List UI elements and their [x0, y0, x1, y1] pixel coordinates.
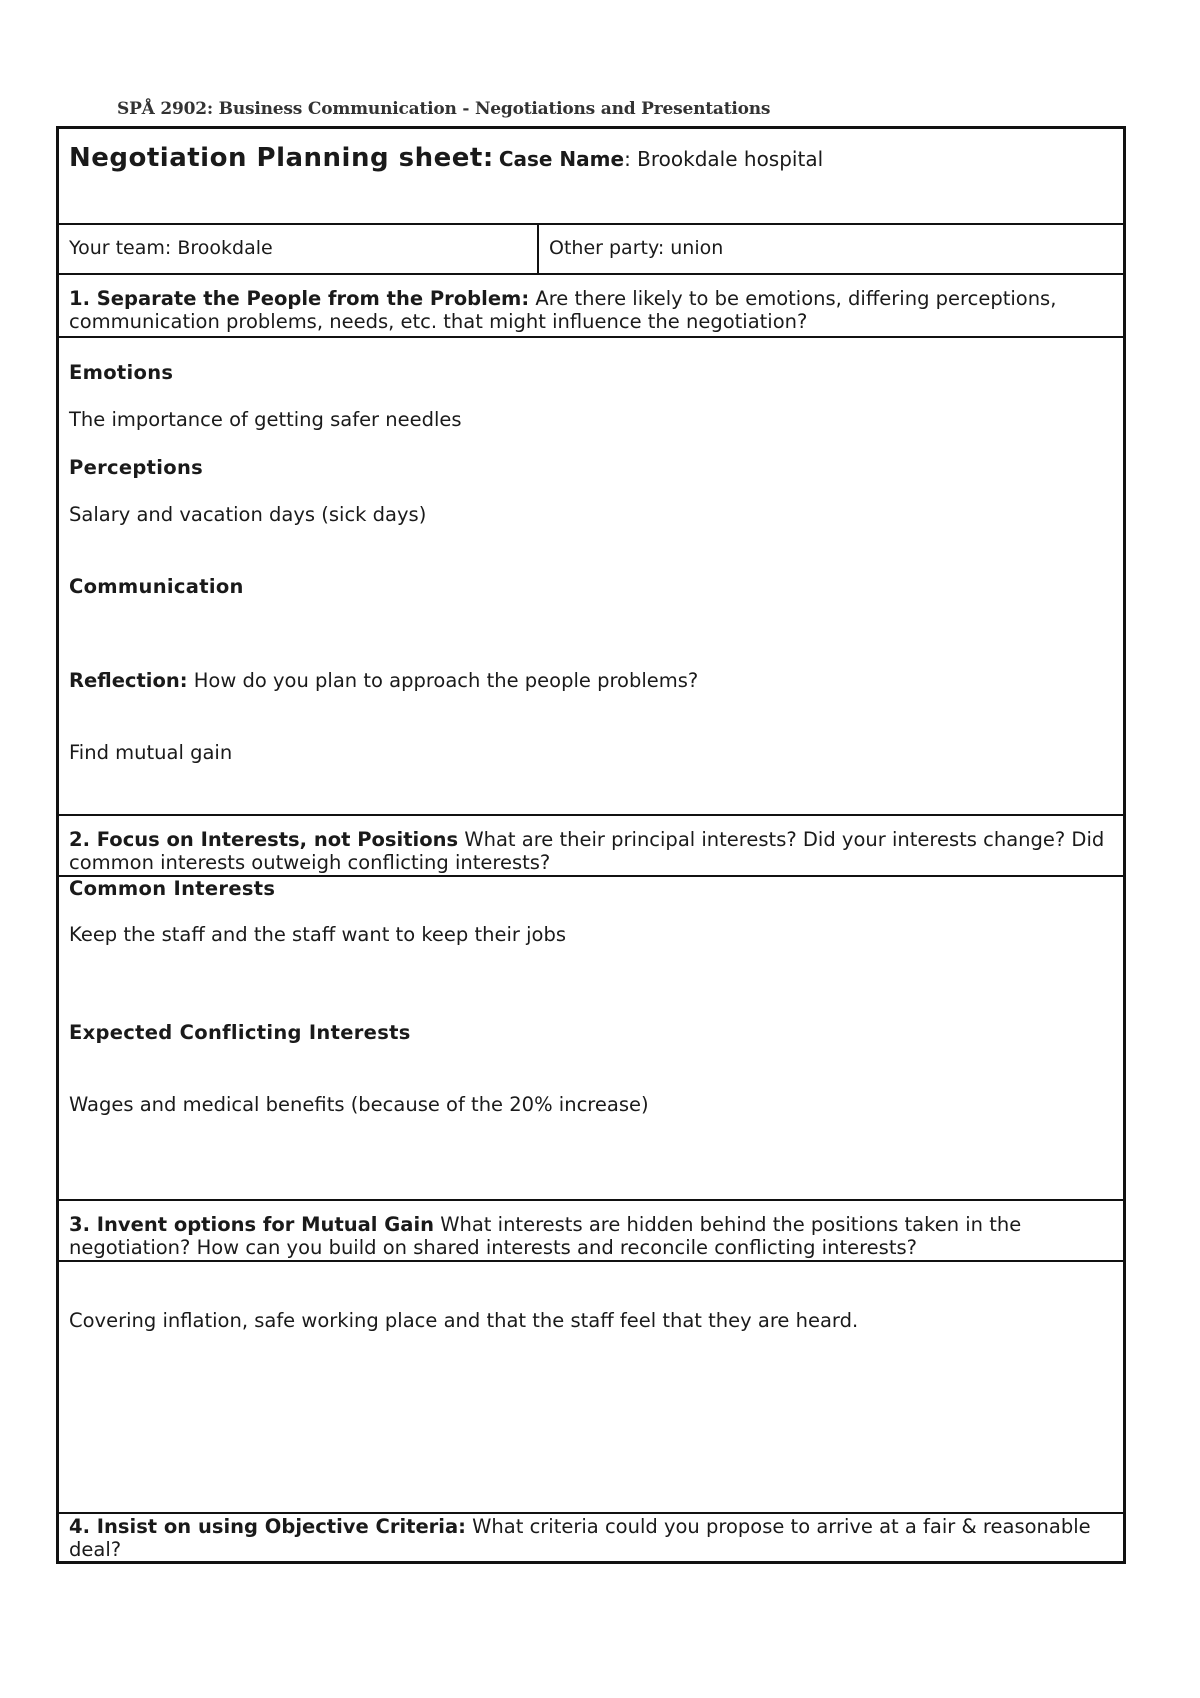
perceptions-text: Salary and vacation days (sick days) — [69, 503, 427, 526]
section1-question: Are there likely to be emotions, differing perceptions, communication problems, needs, etc. that might influence the negotiation? — [69, 287, 1057, 333]
reflection-question: How do you plan to approach the people problems? — [187, 669, 699, 692]
section4-question-row — [59, 1514, 1123, 1561]
conflicting-interests-label: Expected Conflicting Interests — [69, 1021, 411, 1044]
section2-question-row — [59, 816, 1123, 877]
common-interests-text: Keep the staff and the staff want to keep their jobs — [69, 923, 567, 946]
your-team-cell: Your team: Brookdale — [59, 225, 539, 273]
section2-answer-row — [59, 877, 1123, 1201]
section1-answer-row — [59, 338, 1123, 816]
title-row — [59, 129, 1123, 225]
parties-row — [59, 225, 1123, 275]
case-name-label: Case Name — [498, 147, 625, 171]
section2-question: What are their principal interests? Did your interests change? Did common interests outweigh conflicting interests? — [69, 828, 1105, 874]
common-interests-label: Common Interests — [69, 877, 276, 900]
section3-question: What interests are hidden behind the positions taken in the negotiation? How can you build on shared interests and reconcile conflicting interests? — [69, 1213, 1022, 1259]
section3-answer: Covering inflation, safe working place and that the staff feel that they are heard. — [69, 1309, 859, 1332]
other-party-cell: Other party: union — [549, 237, 724, 259]
communication-label: Communication — [69, 575, 244, 598]
reflection-text: Find mutual gain — [69, 741, 233, 764]
section2-heading: 2. Focus on Interests, not Positions — [69, 828, 459, 851]
document-header: SPÅ 2902: Business Communication - Negotiations and Presentations — [117, 99, 771, 119]
section3-question-row — [59, 1201, 1123, 1262]
section1-question-row — [59, 275, 1123, 338]
section3-answer-row — [59, 1262, 1123, 1514]
section3-heading: 3. Invent options for Mutual Gain — [69, 1213, 435, 1236]
sheet-title: Negotiation Planning sheet: — [69, 143, 494, 173]
case-name-value: : Brookdale hospital — [624, 147, 824, 171]
negotiation-planning-sheet — [56, 126, 1126, 1564]
emotions-label: Emotions — [69, 361, 174, 384]
section4-heading: 4. Insist on using Objective Criteria: — [69, 1515, 466, 1538]
reflection-line — [69, 669, 698, 692]
reflection-label: Reflection: — [69, 669, 188, 692]
perceptions-label: Perceptions — [69, 456, 204, 479]
section1-heading: 1. Separate the People from the Problem: — [69, 287, 530, 310]
conflicting-interests-text: Wages and medical benefits (because of the 20% increase) — [69, 1093, 649, 1116]
emotions-text: The importance of getting safer needles — [69, 408, 462, 431]
section4-question: What criteria could you propose to arrive at a fair & reasonable deal? — [69, 1515, 1091, 1561]
